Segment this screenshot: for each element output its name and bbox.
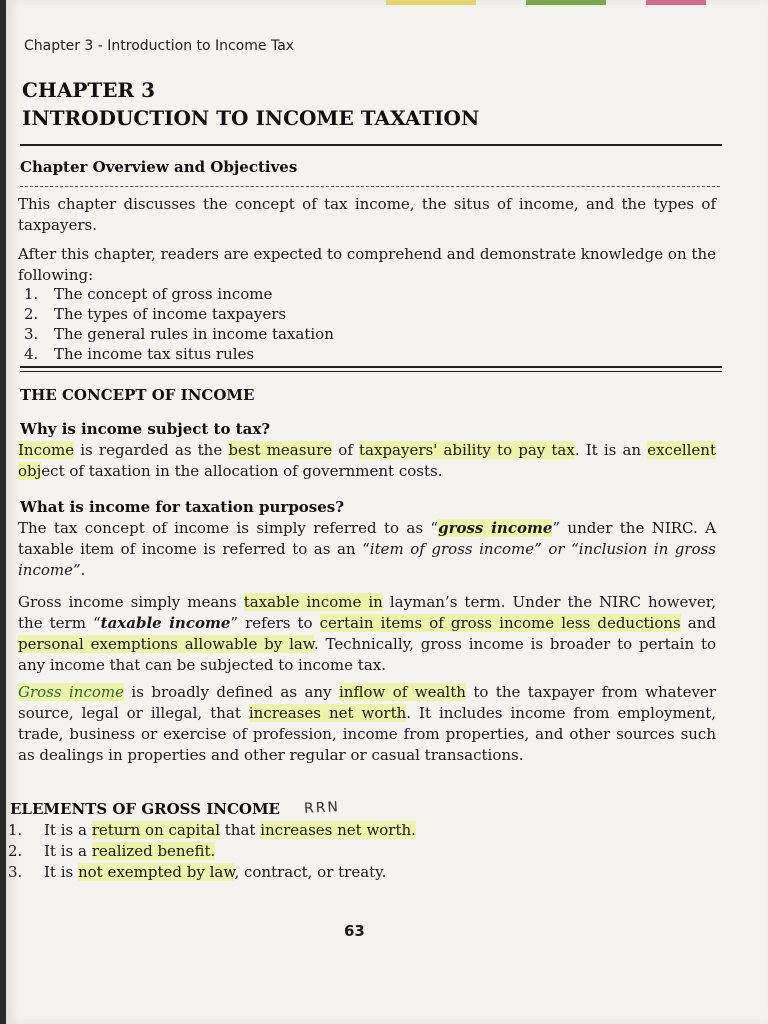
- chapter-name: INTRODUCTION TO INCOME TAXATION: [22, 106, 480, 130]
- top-paper-strip: [646, 0, 706, 5]
- what-paragraph: The tax concept of income is simply referred to as “gross income” under the NIRC. A taxable item of income is referred to as an “item of gross income” or “inclusion in gross income”.: [18, 519, 716, 579]
- chapter-label: CHAPTER 3: [22, 78, 155, 102]
- overview-heading: Chapter Overview and Objectives: [20, 158, 298, 176]
- top-paper-strip: [386, 0, 476, 5]
- gross-income-paragraph: Gross income simply means taxable income in layman’s term. Under the NIRC however, the term “taxable income” refers to certain items of gross income less deductions and personal exemptions allowable by law. Technically, gross income is broader to pertain to any income that can be subjected to income tax.: [18, 593, 716, 674]
- concept-heading: THE CONCEPT OF INCOME: [20, 386, 255, 404]
- document-page: [6, 0, 768, 1024]
- list-item: 2. The types of income taxpayers: [24, 305, 287, 323]
- why-paragraph: Income is regarded as the best measure of taxpayers' ability to pay tax. It is an excellent object of taxation in the allocation of government costs.: [18, 441, 716, 480]
- list-item: 1. It is a return on capital that increases net worth.: [8, 821, 416, 839]
- handwritten-note: RRN: [303, 799, 341, 817]
- why-heading: Why is income subject to tax?: [20, 420, 271, 438]
- top-paper-strip: [526, 0, 606, 5]
- overview-paragraph-1: This chapter discusses the concept of tax income, the situs of income, and the types of taxpayers.: [18, 195, 716, 234]
- list-item: 3. It is not exempted by law, contract, or treaty.: [8, 863, 387, 881]
- dashed-divider: [20, 186, 720, 187]
- objectives-list: [18, 284, 334, 364]
- list-item: 3. The general rules in income taxation: [24, 325, 334, 343]
- list-item: 1. The concept of gross income: [24, 285, 273, 303]
- what-heading: What is income for taxation purposes?: [20, 498, 345, 516]
- elements-list: [8, 820, 416, 883]
- running-header: Chapter 3 - Introduction to Income Tax: [24, 38, 295, 54]
- overview-paragraph-2: After this chapter, readers are expected to comprehend and demonstrate knowledge on the following:: [18, 245, 716, 284]
- chapter-title: [22, 76, 722, 132]
- list-item: 4. The income tax situs rules: [24, 345, 255, 363]
- section-divider: [20, 366, 722, 368]
- list-item: 2. It is a realized benefit.: [8, 842, 216, 860]
- definition-paragraph: Gross income is broadly defined as any inflow of wealth to the taxpayer from whatever source, legal or illegal, that increases net worth. It includes income from employment, trade, business or exercise of profession, income from properties, and other sources such as dealings in properties and other regular or casual transactions.: [18, 683, 717, 764]
- title-underline: [20, 144, 722, 146]
- page-number: 63: [344, 922, 365, 940]
- section-divider: [20, 371, 722, 372]
- elements-heading: ELEMENTS OF GROSS INCOME: [10, 800, 280, 818]
